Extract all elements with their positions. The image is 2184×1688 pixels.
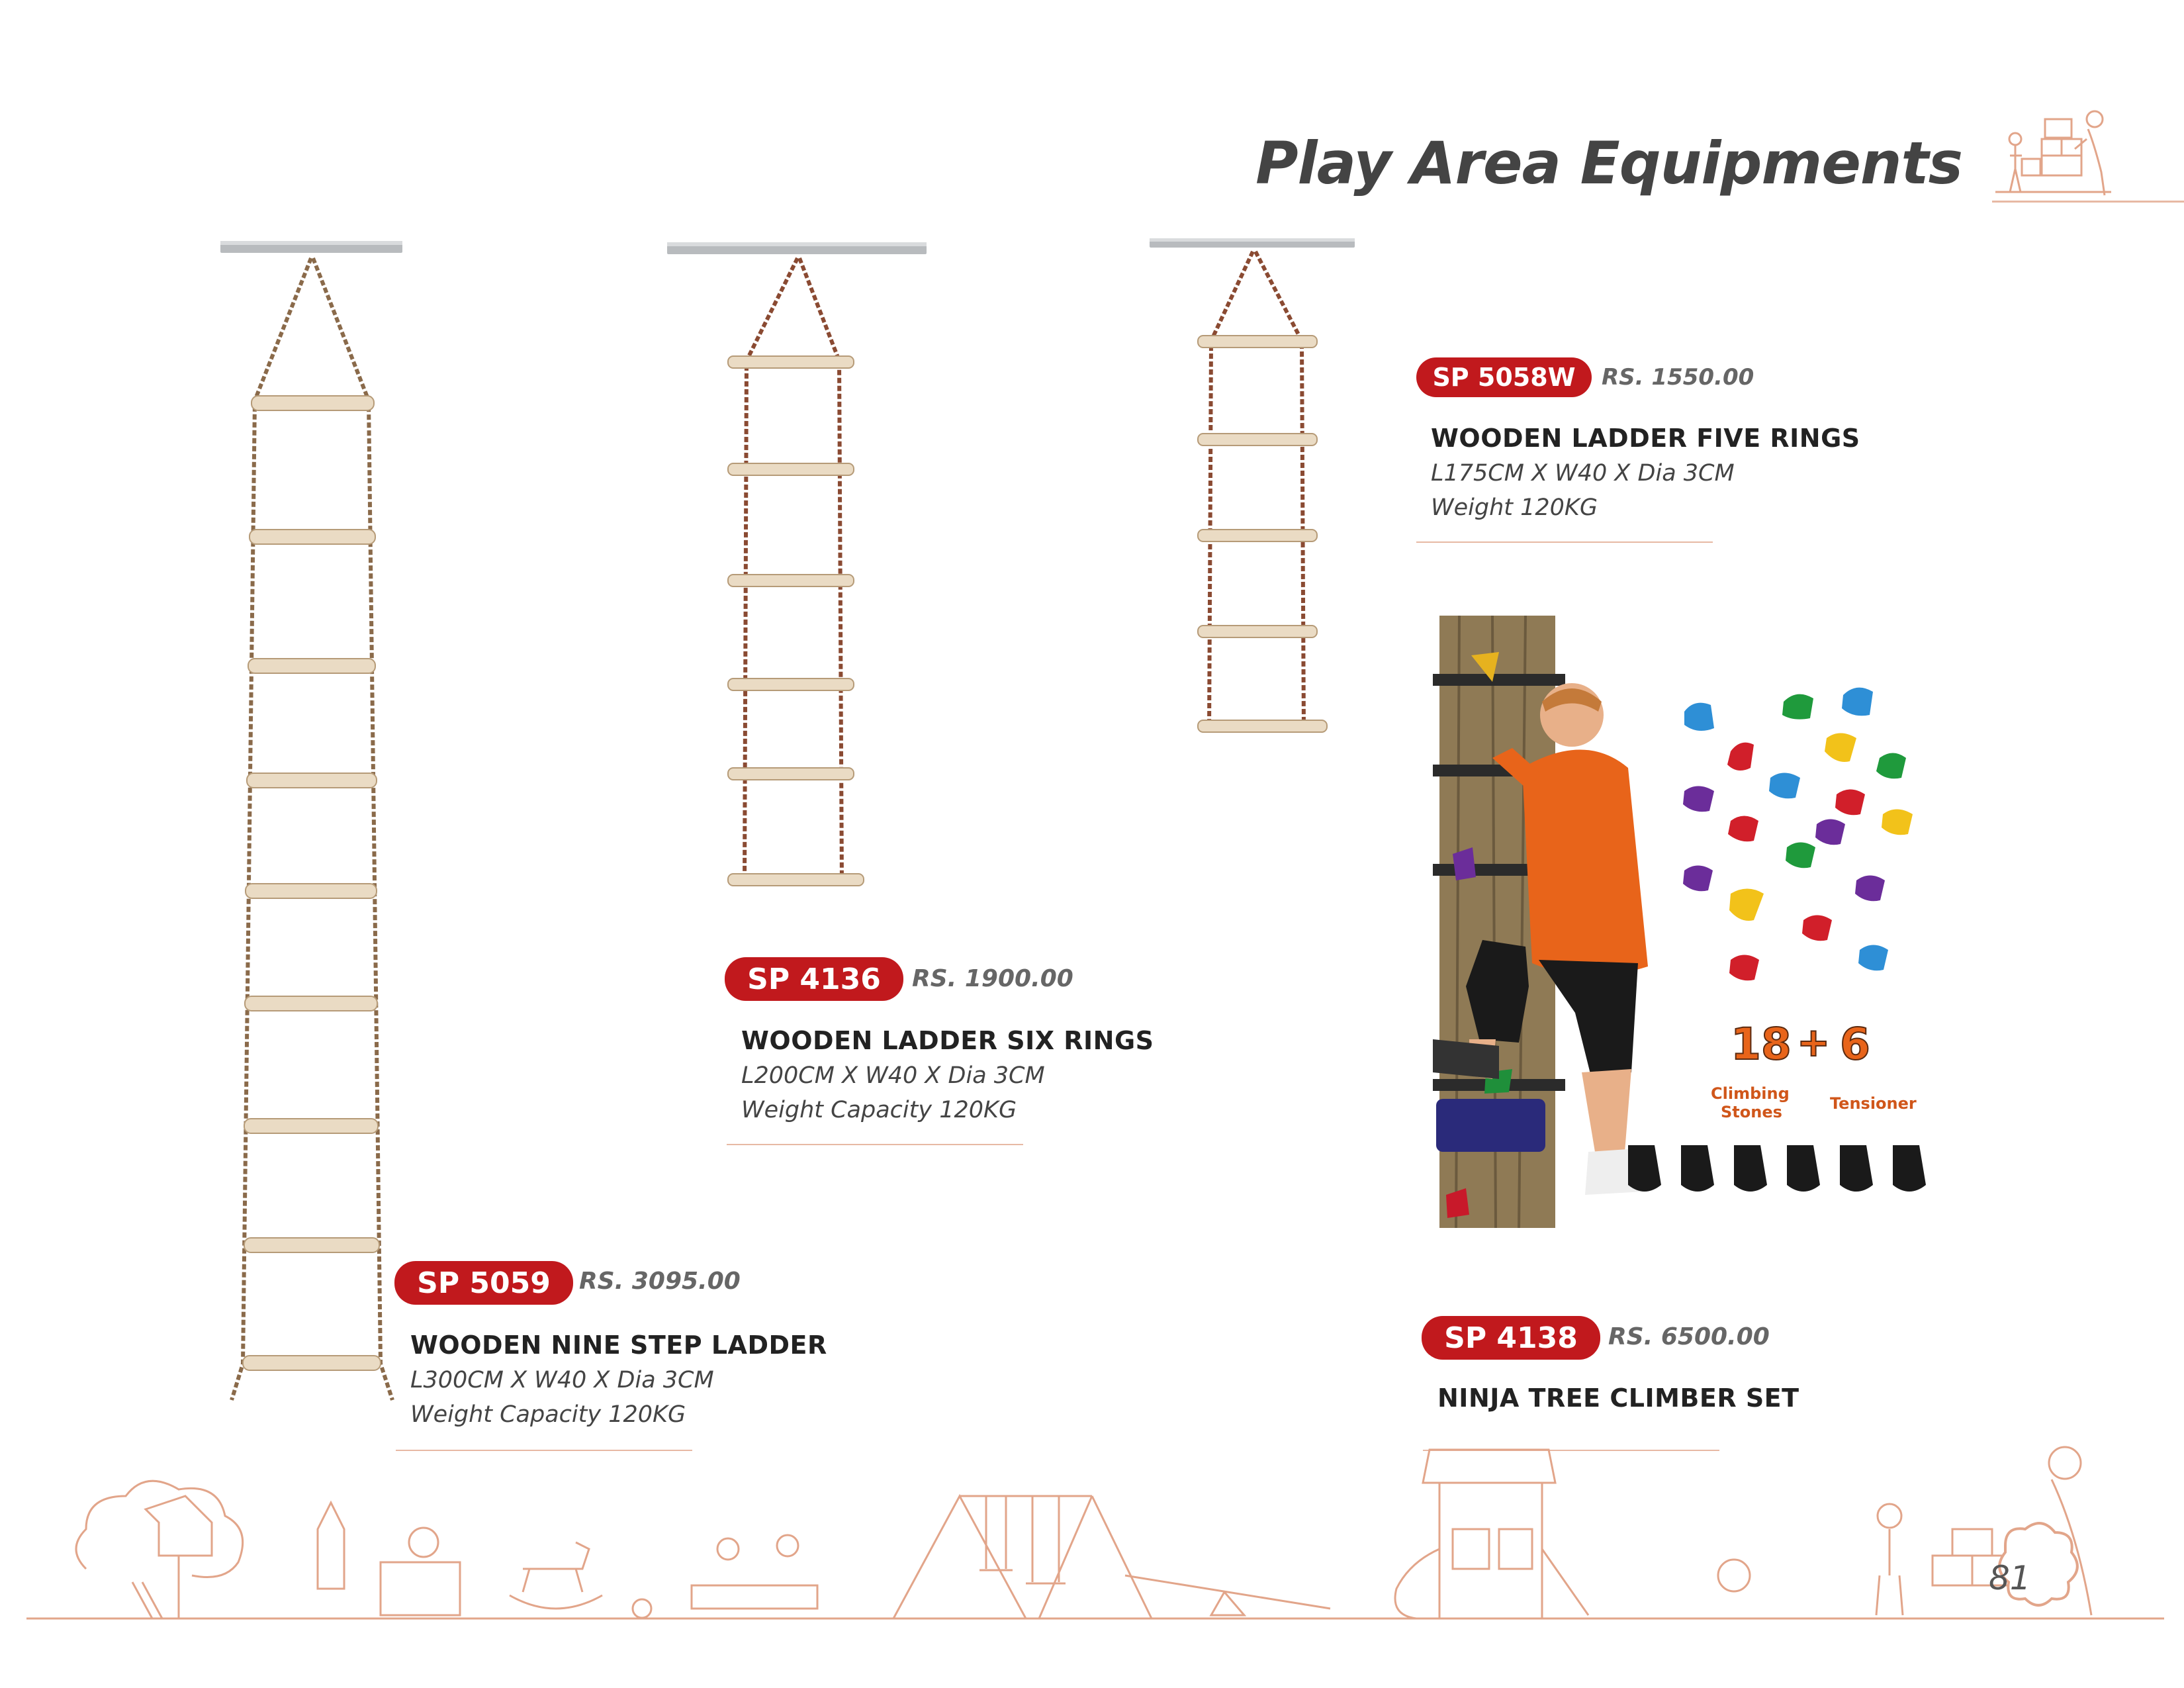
- product-name: WOODEN LADDER SIX RINGS: [741, 1026, 1154, 1055]
- six-rings-ladder-image: [662, 238, 933, 900]
- tensioner-label: Tensioner: [1830, 1094, 1917, 1113]
- product-spec-line: L175CM X W40 X Dia 3CM: [1431, 460, 1735, 487]
- product-divider: [727, 1144, 1023, 1145]
- climbing-label: Climbing: [1711, 1084, 1790, 1103]
- product-code-badge: SP 4136: [725, 957, 903, 1001]
- product-name: NINJA TREE CLIMBER SET: [1437, 1383, 1799, 1413]
- product-spec-line: Weight Capacity 120KG: [741, 1097, 1017, 1123]
- product-divider: [1416, 541, 1713, 543]
- ninja-tree-climber-image: [1420, 616, 1989, 1231]
- product-name: WOODEN NINE STEP LADDER: [410, 1331, 827, 1360]
- product-spec-line: L300CM X W40 X Dia 3CM: [410, 1367, 714, 1393]
- product-spec-line: Weight 120KG: [1431, 494, 1598, 521]
- five-rings-ladder-image: [1148, 235, 1360, 751]
- product-code-badge: SP 5059: [394, 1261, 573, 1305]
- page-number: 81: [1989, 1559, 2031, 1597]
- header-kids-illustration: [1995, 99, 2111, 199]
- plus-sign: +: [1797, 1019, 1831, 1066]
- footer-playground-illustration: [0, 1417, 2184, 1688]
- stones-label: Stones: [1721, 1103, 1782, 1121]
- product-code-badge: SP 4138: [1422, 1316, 1600, 1360]
- product-name: WOODEN LADDER FIVE RINGS: [1431, 424, 1860, 453]
- tensioner-count: 6: [1840, 1019, 1870, 1070]
- title-underline: [1992, 201, 2184, 203]
- product-price: RS. 3095.00: [579, 1268, 741, 1295]
- product-price: RS. 1900.00: [912, 965, 1073, 992]
- product-price: RS. 1550.00: [1602, 364, 1754, 391]
- product-price: RS. 6500.00: [1608, 1323, 1770, 1350]
- product-code-badge: SP 5058W: [1416, 357, 1592, 397]
- page-title: Play Area Equipments: [1255, 129, 1962, 197]
- climbing-stones-count: 18: [1731, 1019, 1792, 1070]
- product-spec-line: L200CM X W40 X Dia 3CM: [741, 1062, 1045, 1089]
- nine-step-ladder-image: [215, 238, 407, 1410]
- product-spec-line: Weight Capacity 120KG: [410, 1401, 686, 1428]
